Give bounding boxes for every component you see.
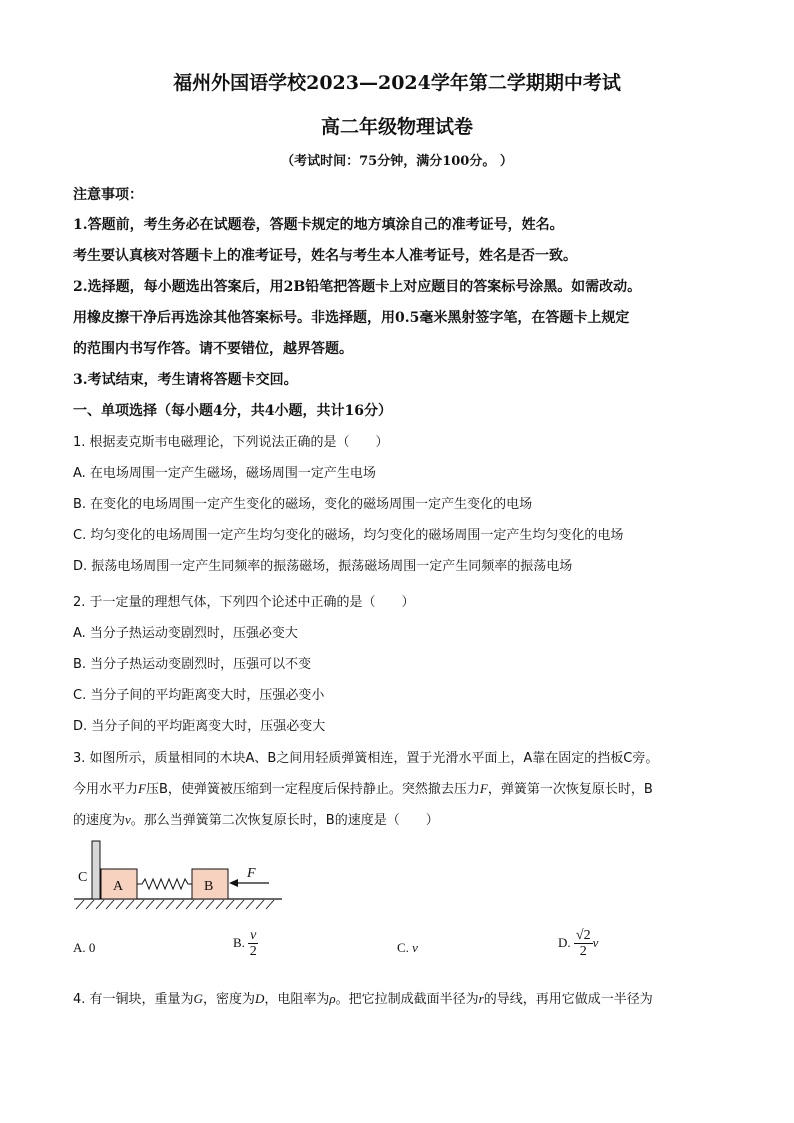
q3-choice-c: C. v (397, 940, 418, 955)
q1-option-a: A. 在电场周围一定产生磁场，磁场周围一定产生电场 (73, 466, 376, 481)
q3-choice-a: A. 0 (73, 940, 96, 955)
q1-option-b: B. 在变化的电场周围一定产生变化的磁场，变化的磁场周围一定产生变化的电场 (73, 497, 533, 512)
note-line-6: 3.考试结束，考生请将答题卡交回。 (73, 372, 298, 388)
q3-line-1: 3. 如图所示，质量相同的木块A、B之间用轻质弹簧相连，置于光滑水平面上，A靠在固定的挡板C旁。 (73, 751, 659, 766)
q2-option-a: A. 当分子热运动变剧烈时，压强必变大 (73, 626, 298, 641)
spring (137, 879, 192, 889)
q3-choice-d: D. $\frac{√2}{2}$ v (558, 928, 599, 960)
q3-line-3: 的速度为v。那么当弹簧第二次恢复原长时，B的速度是（ ） (73, 812, 439, 828)
exam-time-note: （考试时间：75分钟，满分100分。 ） (281, 154, 513, 169)
q1-option-d: D. 振荡电场周围一定产生同频率的振荡磁场，振荡磁场周围一定产生同频率的振荡电场 (73, 559, 573, 574)
note-line-3: 2.选择题，每小题选出答案后，用2B铅笔把答题卡上对应题目的答案标号涂黑。如需改动。 (73, 279, 642, 295)
wall-c (92, 841, 100, 899)
q2-option-d: D. 当分子间的平均距离变大时，压强必变大 (73, 719, 326, 734)
q3-line-2: 今用水平力F压B，使弹簧被压缩到一定程度后保持静止。突然撤去压力F，弹簧第一次恢复原长时，B (73, 781, 653, 797)
exam-title: 福州外国语学校2023—2024学年第二学期期中考试 (173, 72, 621, 94)
q2-option-b: B. 当分子热运动变剧烈时，压强可以不变 (73, 657, 312, 672)
note-line-5: 的范围内书写作答。请不要错位，越界答题。 (73, 341, 353, 357)
q2-stem: 2. 于一定量的理想气体，下列四个论述中正确的是（ ） (73, 595, 415, 610)
note-line-1: 1.答题前，考生务必在试题卷，答题卡规定的地方填涂自己的准考证号，姓名。 (73, 217, 564, 233)
note-line-4: 用橡皮擦干净后再选涂其他答案标号。非选择题，用0.5毫米黑射签字笔，在答题卡上规定 (73, 310, 630, 326)
notes-heading: 注意事项： (73, 187, 143, 203)
q2-option-c: C. 当分子间的平均距离变大时，压强必变小 (73, 688, 325, 703)
q3-choice-b: B. $\frac{v}{2}$ (233, 928, 257, 960)
q1-stem: 1. 根据麦克斯韦电磁理论，下列说法正确的是（ ） (73, 435, 389, 450)
q1-option-c: C. 均匀变化的电场周围一定产生均匀变化的磁场，均匀变化的磁场周围一定产生均匀变化的电场 (73, 528, 624, 543)
label-c: C (78, 870, 88, 885)
exam-subtitle: 高二年级物理试卷 (320, 116, 473, 138)
label-a: A (113, 879, 124, 894)
q4-stem: 4. 有一铜块，重量为G，密度为D，电阻率为ρ。把它拉制成截面半径为r的导线，再用它做成一半径为 (73, 991, 653, 1007)
label-f: F (247, 866, 256, 881)
label-b: B (204, 879, 214, 894)
q3-spring-block-figure (70, 835, 290, 915)
section-heading: 一、单项选择（每小题4分，共4小题，共计16分） (73, 403, 392, 419)
note-line-2: 考生要认真核对答题卡上的准考证号，姓名与考生本人准考证号，姓名是否一致。 (73, 248, 577, 264)
